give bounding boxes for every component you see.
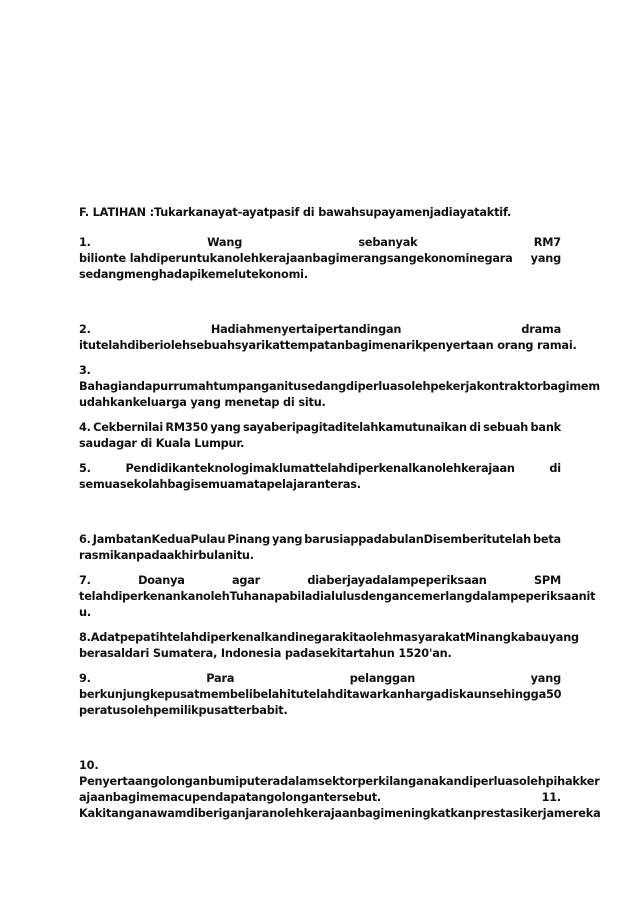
question-9-line-1 xyxy=(79,672,561,686)
q7-word: diaberjayadalampeperiksaan xyxy=(307,574,487,587)
q1-word: bilionte lahdiperuntukanolehkerajaanbagimerangsangekonominegara xyxy=(79,252,513,265)
question-1-line-1 xyxy=(79,236,561,250)
q9-word: 50 xyxy=(546,688,562,701)
q1-word: RM7 xyxy=(533,236,561,249)
q7-word: agar xyxy=(231,574,261,587)
q8-word: yang xyxy=(548,631,579,644)
question-8-line-2: berasaldari Sumatera, Indonesia padasekitartahun 1520'an. xyxy=(79,647,452,660)
question-8-line-1 xyxy=(79,631,579,645)
question-6-line-2: rasmikanpadaakhirbulanitu. xyxy=(79,549,254,562)
q6-word: barusiappadabulanDisemberitutelah xyxy=(304,533,532,546)
q1-word: Wang xyxy=(207,236,243,249)
question-10-line-1: 10. xyxy=(79,759,99,772)
q8-word: negarakitaolehmasyarakatMinangkabau xyxy=(298,631,549,644)
question-6-line-1 xyxy=(79,533,561,547)
question-2-line-2: itutelahdiberiolehsebuahsyarikattempatanbagimenarikpenyertaan orang ramai. xyxy=(79,339,577,352)
q9-word: Para xyxy=(206,672,235,685)
q5-word: di xyxy=(549,462,561,475)
q9-word: yang xyxy=(530,672,561,685)
q4-word: Cekbernilai xyxy=(93,421,163,434)
q9-number: 9. xyxy=(79,672,91,685)
q8-word: di xyxy=(287,631,299,644)
q4-word: RM350 xyxy=(165,421,208,434)
question-4-line-2: saudagar di Kuala Lumpur. xyxy=(79,437,245,450)
q6-word: beta xyxy=(532,533,561,546)
q4-number: 4. xyxy=(79,421,91,434)
q1-word: yang xyxy=(530,252,561,265)
q2-word: Hadiahmenyertaipertandingan xyxy=(210,323,402,336)
question-7-line-3: u. xyxy=(79,606,91,619)
q1-number: 1. xyxy=(79,236,91,249)
q5-word: Pendidikanteknologimaklumattelahdiperkenalkanolehkerajaan xyxy=(125,462,515,475)
q10-word: ajaanbagimemacupendapatangolongantersebut. xyxy=(79,791,382,804)
q11-number: 11. xyxy=(541,791,561,804)
exercise-heading: F. LATIHAN :Tukarkanayat-ayatpasif di bawahsupayamenjadiayataktif. xyxy=(79,206,512,219)
question-3-line-1: 3. xyxy=(79,364,91,377)
question-9-line-3: peratusolehpemilikpusatterbabit. xyxy=(79,704,288,717)
q4-word: yang xyxy=(210,421,241,434)
q6-word: Pinang xyxy=(227,533,271,546)
q7-word: Doanya xyxy=(138,574,185,587)
question-11-line-1: Kakitanganawamdiberiganjaranolehkerajaanbagimeningkatkanprestasikerjamereka xyxy=(79,807,601,820)
question-1-line-2 xyxy=(79,252,561,266)
question-7-line-1 xyxy=(79,574,561,588)
q4-word: sayaberipagitaditelahkamutunaikan xyxy=(242,421,467,434)
q8-number: 8. xyxy=(79,631,91,644)
question-7-line-2: telahdiperkenankanolehTuhanapabiladialulusdengancemerlangdalampeperiksaanit xyxy=(79,590,596,603)
question-5-line-2: semuasekolahbagisemuamatapelajaranteras. xyxy=(79,478,361,491)
question-9-line-2 xyxy=(79,688,561,702)
q9-word: berkunjungkepusatmembelibelahitutelahditawarkanhargadiskaunsehingga xyxy=(79,688,546,701)
q6-number: 6. xyxy=(79,533,91,546)
q4-word: bank xyxy=(530,421,561,434)
question-3-line-2: Bahagiandapurrumahtumpanganitusedangdiperluasolehpekerjakontraktorbagimem xyxy=(79,380,600,393)
q9-word: pelanggan xyxy=(349,672,416,685)
question-5-line-1 xyxy=(79,462,561,476)
q6-word: yang xyxy=(271,533,303,546)
q8-word: Adatpepatihtelahdiperkenalkan xyxy=(90,631,288,644)
q4-word: di xyxy=(469,421,481,434)
q4-word: sebuah xyxy=(483,421,529,434)
question-2-line-1 xyxy=(79,323,561,337)
q5-number: 5. xyxy=(79,462,91,475)
q1-word: sebanyak xyxy=(358,236,418,249)
question-10-line-3 xyxy=(79,791,561,805)
question-3-line-3: udahkankeluarga yang menetap di situ. xyxy=(79,396,326,409)
q7-number: 7. xyxy=(79,574,91,587)
q2-word: drama xyxy=(521,323,561,336)
q2-number: 2. xyxy=(79,323,91,336)
q7-word: SPM xyxy=(533,574,561,587)
question-10-line-2: Penyertaangolonganbumiputeradalamsektorperkilanganakandiperluasolehpihakker xyxy=(79,775,600,788)
question-4-line-1 xyxy=(79,421,561,435)
q6-word: JambatanKeduaPulau xyxy=(92,533,226,546)
question-1-line-3: sedangmenghadapikemelutekonomi. xyxy=(79,268,308,281)
